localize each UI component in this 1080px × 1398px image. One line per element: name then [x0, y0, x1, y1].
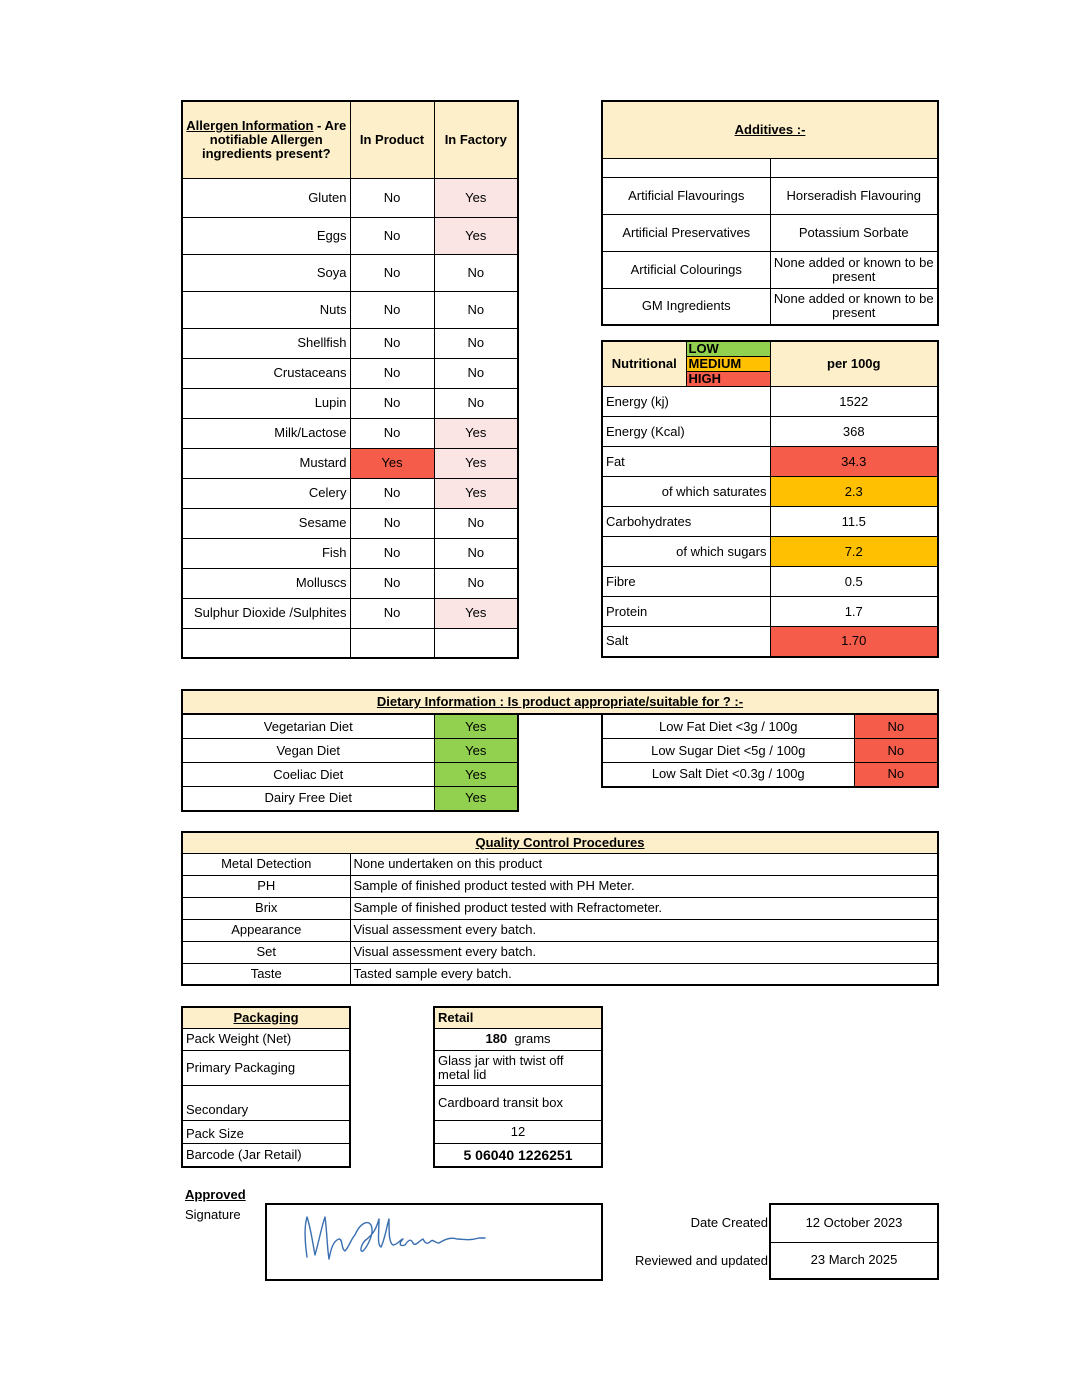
date-created-label: Date Created: [690, 1215, 768, 1230]
nutrition-row: [602, 567, 938, 597]
allergen-in-factory: Yes: [434, 598, 518, 628]
quality-name: PH: [182, 875, 350, 897]
allergen-name: Soya: [182, 254, 350, 291]
allergen-name: Crustaceans: [182, 358, 350, 388]
retail-barcode-value: 5 06040 1226251: [434, 1143, 602, 1167]
dietary-right-row: [602, 763, 938, 787]
quality-table: [181, 831, 939, 986]
nutrition-row: [602, 627, 938, 657]
allergen-row: [182, 448, 518, 478]
allergen-in-factory: No: [434, 568, 518, 598]
dietary-title: Dietary Information : Is product appropriate/suitable for ? :-: [182, 690, 938, 714]
additives-spacer-cell: [602, 158, 770, 177]
additive-value: None added or known to be present: [770, 251, 938, 288]
allergen-in-product: No: [350, 217, 434, 254]
signature-label: Signature: [185, 1207, 241, 1222]
allergen-name: Celery: [182, 478, 350, 508]
allergen-header-question: Are notifiable Allergen ingredients present?: [201, 117, 347, 161]
dietary-right-table: [601, 714, 939, 788]
nutrition-value: 1.70: [770, 627, 938, 657]
allergen-name: Eggs: [182, 217, 350, 254]
dietary-value: No: [854, 715, 938, 739]
dietary-value: Yes: [434, 715, 518, 739]
packaging-size-label: Pack Size: [182, 1120, 350, 1143]
quality-name: Metal Detection: [182, 853, 350, 875]
allergen-in-factory: No: [434, 388, 518, 418]
retail-table: [433, 1006, 603, 1168]
additive-row: [602, 288, 938, 325]
allergen-in-product: No: [350, 508, 434, 538]
nutrition-key-medium: MEDIUM: [686, 357, 770, 372]
dietary-name: Coeliac Diet: [182, 763, 434, 787]
allergen-in-factory: No: [434, 254, 518, 291]
nutrition-value: 368: [770, 417, 938, 447]
allergen-row: [182, 178, 518, 217]
nutrition-key-low: LOW: [686, 341, 770, 357]
dietary-name: Low Salt Diet <0.3g / 100g: [602, 763, 854, 787]
allergen-row: [182, 508, 518, 538]
quality-value: Sample of finished product tested with Refractometer.: [350, 897, 938, 919]
allergen-empty-cell: [350, 628, 434, 658]
dietary-right-row: [602, 739, 938, 763]
additive-name: Artificial Preservatives: [602, 214, 770, 251]
additive-name: Artificial Colourings: [602, 251, 770, 288]
dietary-value: Yes: [434, 787, 518, 811]
packaging-primary-label: Primary Packaging: [182, 1050, 350, 1085]
additive-name: Artificial Flavourings: [602, 177, 770, 214]
additive-value: Horseradish Flavouring: [770, 177, 938, 214]
nutrition-row: [602, 597, 938, 627]
additives-table: [601, 100, 939, 326]
allergen-in-factory: Yes: [434, 178, 518, 217]
dietary-value: No: [854, 763, 938, 787]
retail-weight-number: 180: [485, 1031, 508, 1046]
allergen-in-factory: No: [434, 291, 518, 328]
quality-value: Visual assessment every batch.: [350, 941, 938, 963]
nutrition-row: [602, 387, 938, 417]
nutrition-per-100g: per 100g: [770, 341, 938, 387]
allergen-row: [182, 254, 518, 291]
allergen-row: [182, 358, 518, 388]
dietary-name: Dairy Free Diet: [182, 787, 434, 811]
dietary-name: Low Fat Diet <3g / 100g: [602, 715, 854, 739]
allergen-in-product: Yes: [350, 448, 434, 478]
quality-row: [182, 875, 938, 897]
additive-name: GM Ingredients: [602, 288, 770, 325]
dietary-name: Vegan Diet: [182, 739, 434, 763]
allergen-header: [182, 101, 350, 178]
retail-size-value: 12: [434, 1120, 602, 1143]
dietary-value: Yes: [434, 739, 518, 763]
allergen-in-product: No: [350, 478, 434, 508]
allergen-in-product: No: [350, 388, 434, 418]
allergen-name: Sesame: [182, 508, 350, 538]
nutrition-name: Carbohydrates: [602, 507, 770, 537]
nutrition-name: Fat: [602, 447, 770, 477]
allergen-in-product: No: [350, 178, 434, 217]
allergen-in-product: No: [350, 568, 434, 598]
quality-value: Tasted sample every batch.: [350, 963, 938, 985]
additive-row: [602, 177, 938, 214]
allergen-name: Mustard: [182, 448, 350, 478]
dietary-left-row: [182, 739, 518, 763]
allergen-in-product: No: [350, 291, 434, 328]
allergen-in-product: No: [350, 538, 434, 568]
allergen-in-product: No: [350, 598, 434, 628]
allergen-name: Molluscs: [182, 568, 350, 598]
quality-name: Set: [182, 941, 350, 963]
dietary-name: Vegetarian Diet: [182, 715, 434, 739]
nutrition-value: 2.3: [770, 477, 938, 507]
quality-value: None undertaken on this product: [350, 853, 938, 875]
quality-row: [182, 919, 938, 941]
additive-value: None added or known to be present: [770, 288, 938, 325]
nutrition-row: [602, 417, 938, 447]
quality-name: Appearance: [182, 919, 350, 941]
nutrition-value: 34.3: [770, 447, 938, 477]
nutrition-row: [602, 447, 938, 477]
allergen-name: Lupin: [182, 388, 350, 418]
quality-value: Visual assessment every batch.: [350, 919, 938, 941]
nutrition-name: Fibre: [602, 567, 770, 597]
dietary-value: Yes: [434, 763, 518, 787]
allergen-col-product: In Product: [350, 101, 434, 178]
packaging-title: Packaging: [182, 1007, 350, 1028]
nutrition-value: 0.5: [770, 567, 938, 597]
dietary-left-row: [182, 763, 518, 787]
nutrition-label: Nutritional: [602, 341, 686, 387]
allergen-col-factory: In Factory: [434, 101, 518, 178]
reviewed-label: Reviewed and updated: [635, 1253, 768, 1268]
nutrition-name: of which sugars: [602, 537, 770, 567]
retail-primary-value: Glass jar with twist off metal lid: [434, 1050, 602, 1085]
allergen-row: [182, 291, 518, 328]
retail-title: Retail: [434, 1007, 602, 1028]
allergen-in-factory: No: [434, 538, 518, 568]
nutrition-row: [602, 507, 938, 537]
quality-row: [182, 941, 938, 963]
allergen-name: Nuts: [182, 291, 350, 328]
allergen-in-factory: Yes: [434, 478, 518, 508]
dates-table: [769, 1203, 939, 1280]
allergen-name: Milk/Lactose: [182, 418, 350, 448]
allergen-row: [182, 478, 518, 508]
signature-box: [265, 1203, 603, 1281]
nutrition-name: Salt: [602, 627, 770, 657]
allergen-row: [182, 568, 518, 598]
dietary-left-row: [182, 715, 518, 739]
allergen-row: [182, 328, 518, 358]
allergen-in-factory: No: [434, 328, 518, 358]
allergen-row: [182, 598, 518, 628]
quality-name: Brix: [182, 897, 350, 919]
dietary-left-row: [182, 787, 518, 811]
quality-row: [182, 963, 938, 985]
allergen-name: Fish: [182, 538, 350, 568]
additive-value: Potassium Sorbate: [770, 214, 938, 251]
nutrition-value: 1.7: [770, 597, 938, 627]
date-created-value: 12 October 2023: [770, 1204, 938, 1242]
additive-row: [602, 214, 938, 251]
allergen-row: [182, 388, 518, 418]
nutrition-name: Protein: [602, 597, 770, 627]
retail-weight: [434, 1028, 602, 1050]
packaging-secondary-label: Secondary: [182, 1085, 350, 1120]
quality-value: Sample of finished product tested with PH Meter.: [350, 875, 938, 897]
allergen-table: [181, 100, 519, 659]
allergen-row: [182, 217, 518, 254]
allergen-name: Gluten: [182, 178, 350, 217]
packaging-weight-label: Pack Weight (Net): [182, 1028, 350, 1050]
allergen-name: Sulphur Dioxide /Sulphites: [182, 598, 350, 628]
nutrition-key-high: HIGH: [686, 372, 770, 387]
quality-row: [182, 897, 938, 919]
nutrition-name: of which saturates: [602, 477, 770, 507]
allergen-header-title: Allergen Information: [186, 117, 314, 133]
additives-title: Additives :-: [602, 101, 938, 158]
allergen-in-product: No: [350, 418, 434, 448]
additive-row: [602, 251, 938, 288]
reviewed-value: 23 March 2025: [770, 1242, 938, 1279]
nutrition-row: [602, 537, 938, 567]
dietary-value: No: [854, 739, 938, 763]
retail-weight-unit: grams: [514, 1031, 551, 1046]
dietary-title-bar: [181, 689, 939, 715]
packaging-barcode-label: Barcode (Jar Retail): [182, 1143, 350, 1167]
signature-image: [267, 1205, 601, 1279]
allergen-in-factory: Yes: [434, 448, 518, 478]
allergen-in-product: No: [350, 358, 434, 388]
nutrition-value: 1522: [770, 387, 938, 417]
allergen-empty-cell: [182, 628, 350, 658]
dietary-name: Low Sugar Diet <5g / 100g: [602, 739, 854, 763]
allergen-row: [182, 538, 518, 568]
nutrition-value: 7.2: [770, 537, 938, 567]
allergen-name: Shellfish: [182, 328, 350, 358]
dietary-right-row: [602, 715, 938, 739]
quality-row: [182, 853, 938, 875]
allergen-in-product: No: [350, 254, 434, 291]
retail-secondary-value: Cardboard transit box: [434, 1085, 602, 1120]
dietary-left-table: [181, 714, 519, 812]
allergen-row: [182, 418, 518, 448]
quality-title: Quality Control Procedures: [182, 832, 938, 853]
allergen-empty-cell: [434, 628, 518, 658]
nutrition-row: [602, 477, 938, 507]
quality-name: Taste: [182, 963, 350, 985]
allergen-in-factory: Yes: [434, 418, 518, 448]
allergen-in-factory: No: [434, 508, 518, 538]
nutrition-table: [601, 340, 939, 658]
packaging-table: [181, 1006, 351, 1168]
allergen-header-sep: -: [313, 117, 325, 133]
allergen-in-product: No: [350, 328, 434, 358]
nutrition-value: 11.5: [770, 507, 938, 537]
nutrition-name: Energy (Kcal): [602, 417, 770, 447]
allergen-in-factory: Yes: [434, 217, 518, 254]
approved-label: Approved: [185, 1187, 246, 1202]
nutrition-name: Energy (kj): [602, 387, 770, 417]
additives-spacer-cell: [770, 158, 938, 177]
allergen-in-factory: No: [434, 358, 518, 388]
